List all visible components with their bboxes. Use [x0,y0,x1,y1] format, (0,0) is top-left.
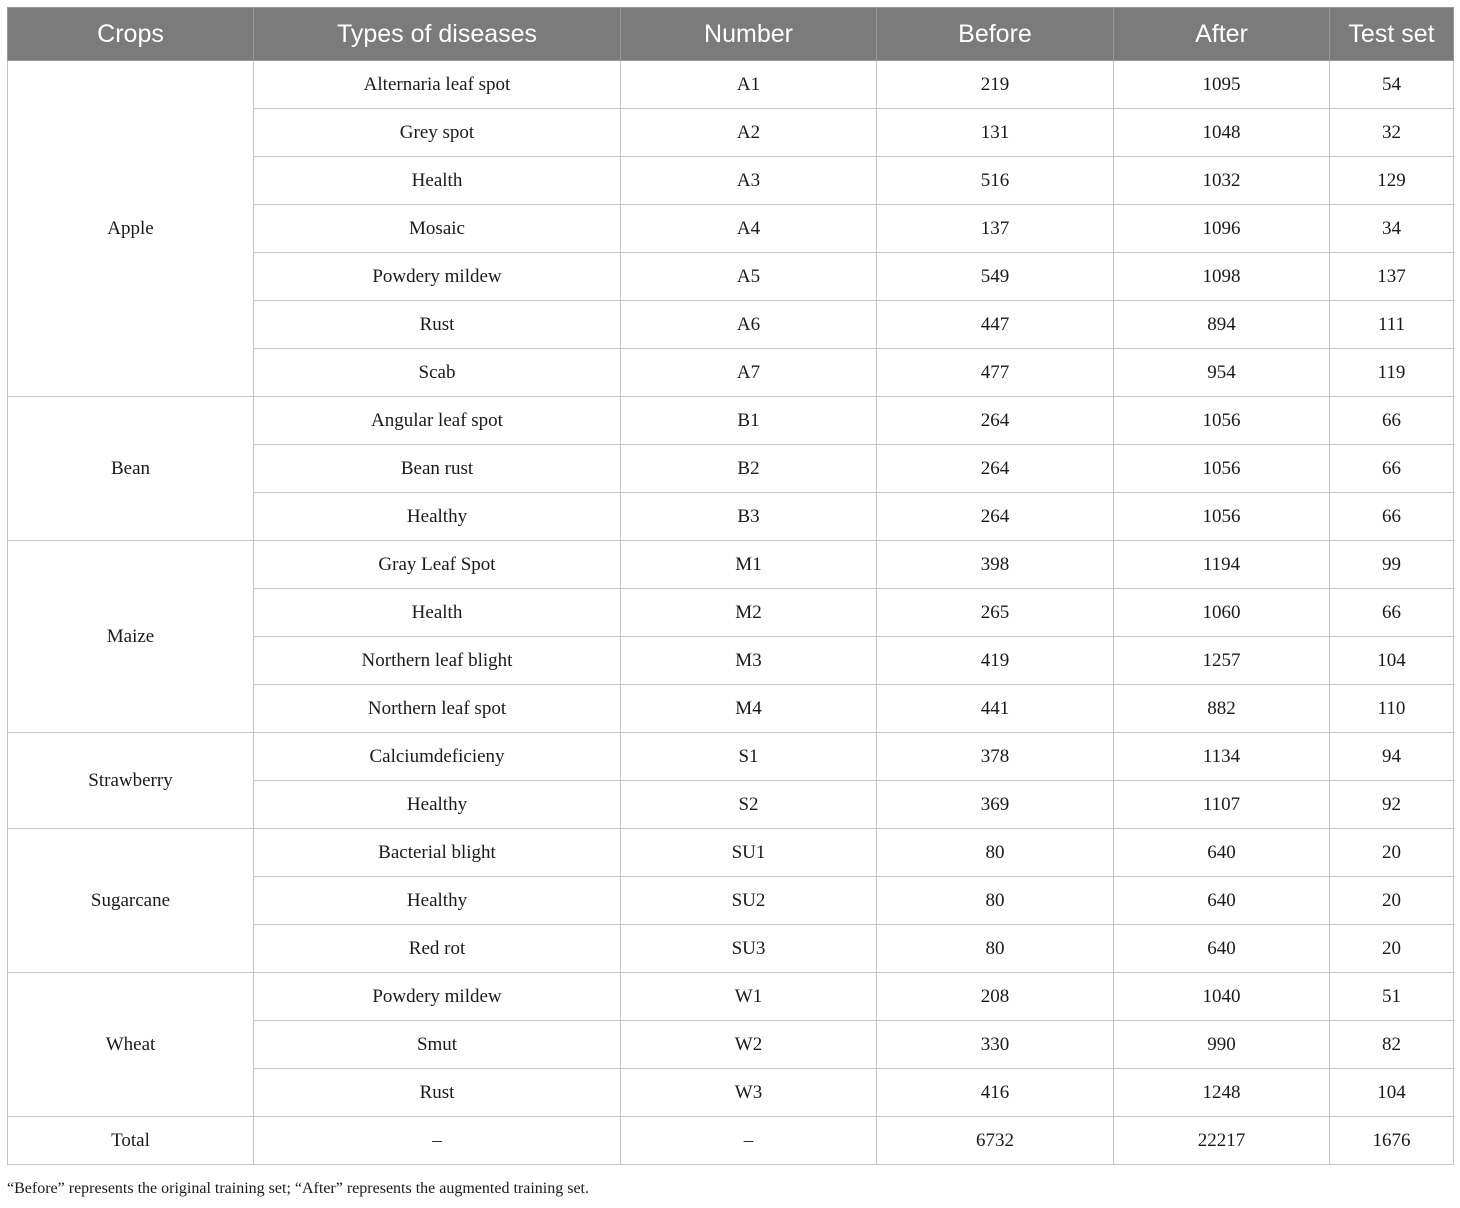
disease-dataset-table [7,7,1454,1165]
disease-cell: Northern leaf blight [254,637,621,685]
number-cell: M2 [621,589,877,637]
before-cell: 419 [877,637,1114,685]
number-cell: S1 [621,733,877,781]
disease-cell: Healthy [254,781,621,829]
header-test-set: Test set [1330,8,1454,61]
crop-cell: Apple [8,61,254,397]
number-cell: B2 [621,445,877,493]
table-row [8,829,1454,877]
number-cell: M3 [621,637,877,685]
disease-cell: Rust [254,301,621,349]
crop-cell: Maize [8,541,254,733]
disease-cell: Mosaic [254,205,621,253]
after-cell: 1248 [1114,1069,1330,1117]
disease-cell: Healthy [254,877,621,925]
before-cell: 137 [877,205,1114,253]
number-cell: SU3 [621,925,877,973]
header-before: Before [877,8,1114,61]
after-cell: 640 [1114,877,1330,925]
number-cell: A4 [621,205,877,253]
header-row [8,8,1454,61]
test-set-cell: 51 [1330,973,1454,1021]
test-set-cell: 34 [1330,205,1454,253]
before-cell: 264 [877,493,1114,541]
test-set-cell: 54 [1330,61,1454,109]
total-disease-cell: – [254,1117,621,1165]
before-cell: 264 [877,445,1114,493]
test-set-cell: 66 [1330,397,1454,445]
table-footnote: “Before” represents the original training set; “After” represents the augmented training set. [7,1180,589,1197]
number-cell: A6 [621,301,877,349]
number-cell: A1 [621,61,877,109]
before-cell: 416 [877,1069,1114,1117]
after-cell: 1096 [1114,205,1330,253]
after-cell: 1048 [1114,109,1330,157]
number-cell: SU2 [621,877,877,925]
after-cell: 1194 [1114,541,1330,589]
table-row [8,733,1454,781]
number-cell: SU1 [621,829,877,877]
test-set-cell: 99 [1330,541,1454,589]
before-cell: 264 [877,397,1114,445]
before-cell: 265 [877,589,1114,637]
test-set-cell: 94 [1330,733,1454,781]
disease-cell: Rust [254,1069,621,1117]
test-set-cell: 66 [1330,589,1454,637]
test-set-cell: 92 [1330,781,1454,829]
header-after: After [1114,8,1330,61]
table-row [8,61,1454,109]
before-cell: 80 [877,829,1114,877]
test-set-cell: 111 [1330,301,1454,349]
before-cell: 80 [877,877,1114,925]
number-cell: W1 [621,973,877,1021]
number-cell: B1 [621,397,877,445]
number-cell: M4 [621,685,877,733]
disease-cell: Grey spot [254,109,621,157]
after-cell: 640 [1114,829,1330,877]
disease-cell: Bean rust [254,445,621,493]
after-cell: 894 [1114,301,1330,349]
crop-cell: Wheat [8,973,254,1117]
disease-cell: Gray Leaf Spot [254,541,621,589]
test-set-cell: 104 [1330,637,1454,685]
disease-cell: Powdery mildew [254,973,621,1021]
after-cell: 1032 [1114,157,1330,205]
before-cell: 330 [877,1021,1114,1069]
after-cell: 1056 [1114,397,1330,445]
test-set-cell: 82 [1330,1021,1454,1069]
test-set-cell: 66 [1330,445,1454,493]
after-cell: 1060 [1114,589,1330,637]
total-crop-cell: Total [8,1117,254,1165]
total-before-cell: 6732 [877,1117,1114,1165]
header-types-of-diseases: Types of diseases [254,8,621,61]
after-cell: 990 [1114,1021,1330,1069]
number-cell: S2 [621,781,877,829]
number-cell: A7 [621,349,877,397]
table-row [8,397,1454,445]
before-cell: 219 [877,61,1114,109]
after-cell: 1040 [1114,973,1330,1021]
disease-cell: Health [254,157,621,205]
before-cell: 80 [877,925,1114,973]
disease-cell: Calciumdeficieny [254,733,621,781]
test-set-cell: 32 [1330,109,1454,157]
number-cell: A5 [621,253,877,301]
after-cell: 640 [1114,925,1330,973]
after-cell: 1095 [1114,61,1330,109]
number-cell: A2 [621,109,877,157]
test-set-cell: 110 [1330,685,1454,733]
before-cell: 441 [877,685,1114,733]
after-cell: 1134 [1114,733,1330,781]
after-cell: 1098 [1114,253,1330,301]
after-cell: 954 [1114,349,1330,397]
test-set-cell: 137 [1330,253,1454,301]
crop-cell: Sugarcane [8,829,254,973]
table-row [8,973,1454,1021]
test-set-cell: 129 [1330,157,1454,205]
disease-cell: Powdery mildew [254,253,621,301]
before-cell: 131 [877,109,1114,157]
before-cell: 447 [877,301,1114,349]
header-number: Number [621,8,877,61]
disease-cell: Scab [254,349,621,397]
before-cell: 516 [877,157,1114,205]
after-cell: 1056 [1114,493,1330,541]
after-cell: 882 [1114,685,1330,733]
test-set-cell: 119 [1330,349,1454,397]
before-cell: 208 [877,973,1114,1021]
before-cell: 378 [877,733,1114,781]
header-crops: Crops [8,8,254,61]
disease-cell: Smut [254,1021,621,1069]
table-header [8,8,1454,61]
total-number-cell: – [621,1117,877,1165]
table-body [8,61,1454,1165]
test-set-cell: 20 [1330,829,1454,877]
test-set-cell: 66 [1330,493,1454,541]
test-set-cell: 20 [1330,925,1454,973]
table-row [8,541,1454,589]
before-cell: 369 [877,781,1114,829]
crop-cell: Strawberry [8,733,254,829]
test-set-cell: 20 [1330,877,1454,925]
number-cell: W2 [621,1021,877,1069]
disease-cell: Red rot [254,925,621,973]
number-cell: W3 [621,1069,877,1117]
number-cell: B3 [621,493,877,541]
number-cell: M1 [621,541,877,589]
before-cell: 549 [877,253,1114,301]
test-set-cell: 104 [1330,1069,1454,1117]
disease-cell: Alternaria leaf spot [254,61,621,109]
total-row [8,1117,1454,1165]
disease-cell: Healthy [254,493,621,541]
after-cell: 1107 [1114,781,1330,829]
disease-cell: Health [254,589,621,637]
before-cell: 398 [877,541,1114,589]
disease-cell: Bacterial blight [254,829,621,877]
disease-cell: Northern leaf spot [254,685,621,733]
crop-cell: Bean [8,397,254,541]
after-cell: 1056 [1114,445,1330,493]
total-test-cell: 1676 [1330,1117,1454,1165]
after-cell: 1257 [1114,637,1330,685]
total-after-cell: 22217 [1114,1117,1330,1165]
number-cell: A3 [621,157,877,205]
disease-cell: Angular leaf spot [254,397,621,445]
before-cell: 477 [877,349,1114,397]
